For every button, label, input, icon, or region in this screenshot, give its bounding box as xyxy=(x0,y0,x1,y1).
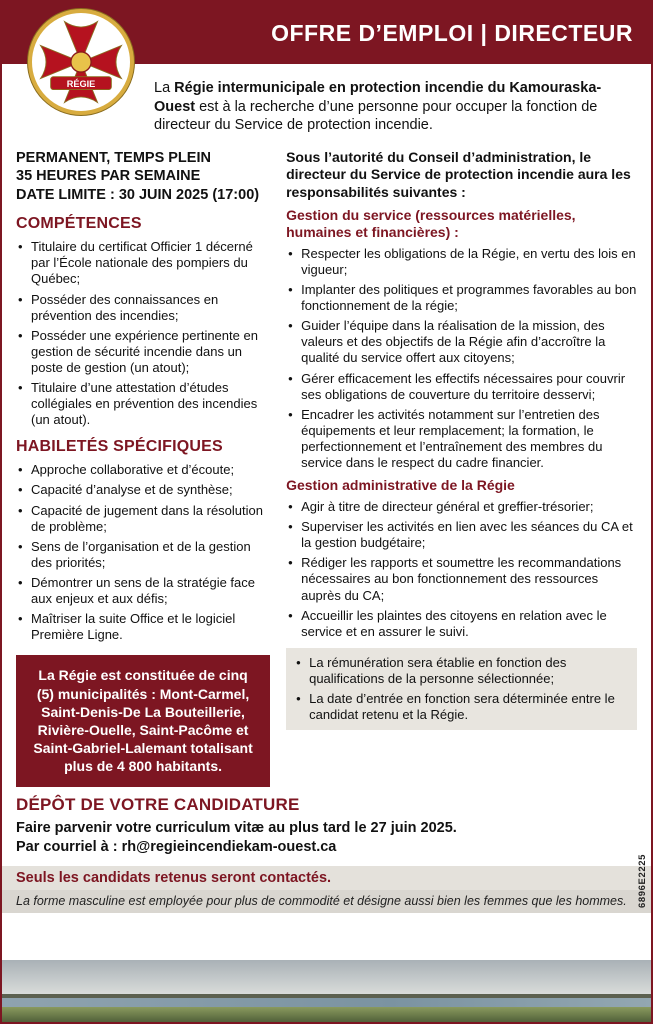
subheading-gestion-admin: Gestion administrative de la Régie xyxy=(286,477,515,494)
list-item: • Implanter des politiques et programmes favorables au bon fonctionnement de la régie; xyxy=(301,282,637,314)
sky-region xyxy=(2,960,651,994)
application-deadline-line: Faire parvenir votre curriculum vitæ au plus tard le 27 juin 2025. xyxy=(16,819,457,836)
application-section xyxy=(2,787,651,858)
list-item: • La date d’entrée en fonction sera déterminée entre le candidat retenu et la Régie. xyxy=(309,691,629,723)
application-email-line xyxy=(16,838,637,858)
job-term-line: PERMANENT, TEMPS PLEIN xyxy=(16,149,211,166)
maltese-cross-icon xyxy=(35,16,127,108)
fire-department-logo xyxy=(28,9,134,115)
section-heading-competences: COMPÉTENCES xyxy=(16,215,142,233)
gestion-service-list xyxy=(286,246,637,471)
list-item: • Encadrer les activités notamment sur l’entretien des équipements et leur remplacement; la formation, le perfectionnement et l’entraînement des membres du service dans le respect du cadre financier. xyxy=(301,407,637,471)
gestion-admin-list xyxy=(286,499,637,640)
right-column xyxy=(286,149,637,731)
list-item: • Accueillir les plaintes des citoyens en relation avec le service et en assurer le suivi. xyxy=(301,608,637,640)
habiletes-list xyxy=(16,462,270,643)
list-item: • Démontrer un sens de la stratégie face aux enjeux et aux défis; xyxy=(31,575,270,607)
job-term-line: DATE LIMITE : 30 JUIN 2025 (17:00) xyxy=(16,187,260,204)
ref-code: 6896E2225 xyxy=(637,854,648,909)
municipalities-box: La Régie est constituée de cinq (5) municipalités : Mont-Carmel, Saint-Denis-De La Bouteillerie, Rivière-Ouelle, Saint-Pacôme et Saint-Gabriel-Lalemant totalisant plus de 4 800 habitants. xyxy=(16,655,270,786)
list-item: • Guider l’équipe dans la réalisation de la mission, des valeurs et des objectifs de la Régie afin d’accroître la qualité du service offert aux citoyens; xyxy=(301,318,637,366)
landscape-photo xyxy=(2,960,651,1022)
list-item: • Approche collaborative et d’écoute; xyxy=(31,462,270,478)
competences-list xyxy=(16,239,270,428)
list-item: • Posséder des connaissances en prévention des incendies; xyxy=(31,292,270,324)
conditions-list xyxy=(294,655,629,723)
list-item: • Respecter les obligations de la Régie, en vertu des lois en vigueur; xyxy=(301,246,637,278)
list-item: • Rédiger les rapports et soumettre les recommandations nécessaires au bon fonctionnement des ressources auprès du CA; xyxy=(301,555,637,603)
disclaimer-strip: La forme masculine est employée pour plus de commodité et désigne aussi bien les femmes que les hommes. xyxy=(2,890,651,913)
intro-paragraph xyxy=(154,79,635,135)
list-item: • Posséder une expérience pertinente en gestion de sécurité incendie dans un poste de gestion (un atout); xyxy=(31,328,270,376)
contact-notice-strip: Seuls les candidats retenus seront contactés. xyxy=(2,866,651,890)
email-label: Par courriel à : xyxy=(16,839,122,856)
page-title: OFFRE D’EMPLOI | DIRECTEUR xyxy=(271,19,633,46)
list-item: • Sens de l’organisation et de la gestion des priorités; xyxy=(31,539,270,571)
intro-text-part: La xyxy=(154,80,175,96)
subheading-gestion-service: Gestion du service (ressources matérielles, humaines et financières) : xyxy=(286,207,576,240)
list-item: • Maîtriser la suite Office et le logiciel Première Ligne. xyxy=(31,611,270,643)
list-item: • Gérer efficacement les effectifs nécessaires pour couvrir ses obligations de couverture du territoire desservi; xyxy=(301,371,637,403)
application-heading: DÉPÔT DE VOTRE CANDIDATURE xyxy=(16,794,300,814)
section-heading-habiletes: HABILETÉS SPÉCIFIQUES xyxy=(16,438,223,456)
list-item: • Capacité de jugement dans la résolution de problème; xyxy=(31,503,270,535)
email-address[interactable]: rh@regieincendiekam-ouest.ca xyxy=(121,839,337,856)
list-item: • Agir à titre de directeur général et greffier-trésorier; xyxy=(301,499,637,515)
list-item: • Superviser les activités en lien avec les séances du CA et la gestion budgétaire; xyxy=(301,519,637,551)
river-region xyxy=(2,998,651,1007)
list-item: • Titulaire d’une attestation d’études collégiales en prévention des incendies (un atout). xyxy=(31,380,270,428)
list-item: • Capacité d’analyse et de synthèse; xyxy=(31,482,270,498)
intro-text-part: est à la recherche d’une personne pour occuper la fonction de directeur du Service de protection incendie. xyxy=(154,98,598,134)
job-term-line: 35 HEURES PAR SEMAINE xyxy=(16,168,201,185)
list-item: • La rémunération sera établie en fonction des qualifications de la personne sélectionnée; xyxy=(309,655,629,687)
two-column-body xyxy=(2,145,651,787)
responsibilities-intro: Sous l’autorité du Conseil d’administration, le directeur du Service de protection incendie aura les responsabilités suivantes : xyxy=(286,148,631,200)
intro-org-name: Régie intermunicipale en protection incendie du Kamouraska-Ouest xyxy=(154,80,602,115)
list-item: • Titulaire du certificat Officier 1 décerné par l’École nationale des pompiers du Québec; xyxy=(31,239,270,287)
field-region xyxy=(2,1007,651,1022)
left-column xyxy=(16,149,270,787)
logo-text: RÉGIE xyxy=(66,78,96,89)
conditions-note-box xyxy=(286,648,637,730)
job-terms xyxy=(16,149,270,206)
